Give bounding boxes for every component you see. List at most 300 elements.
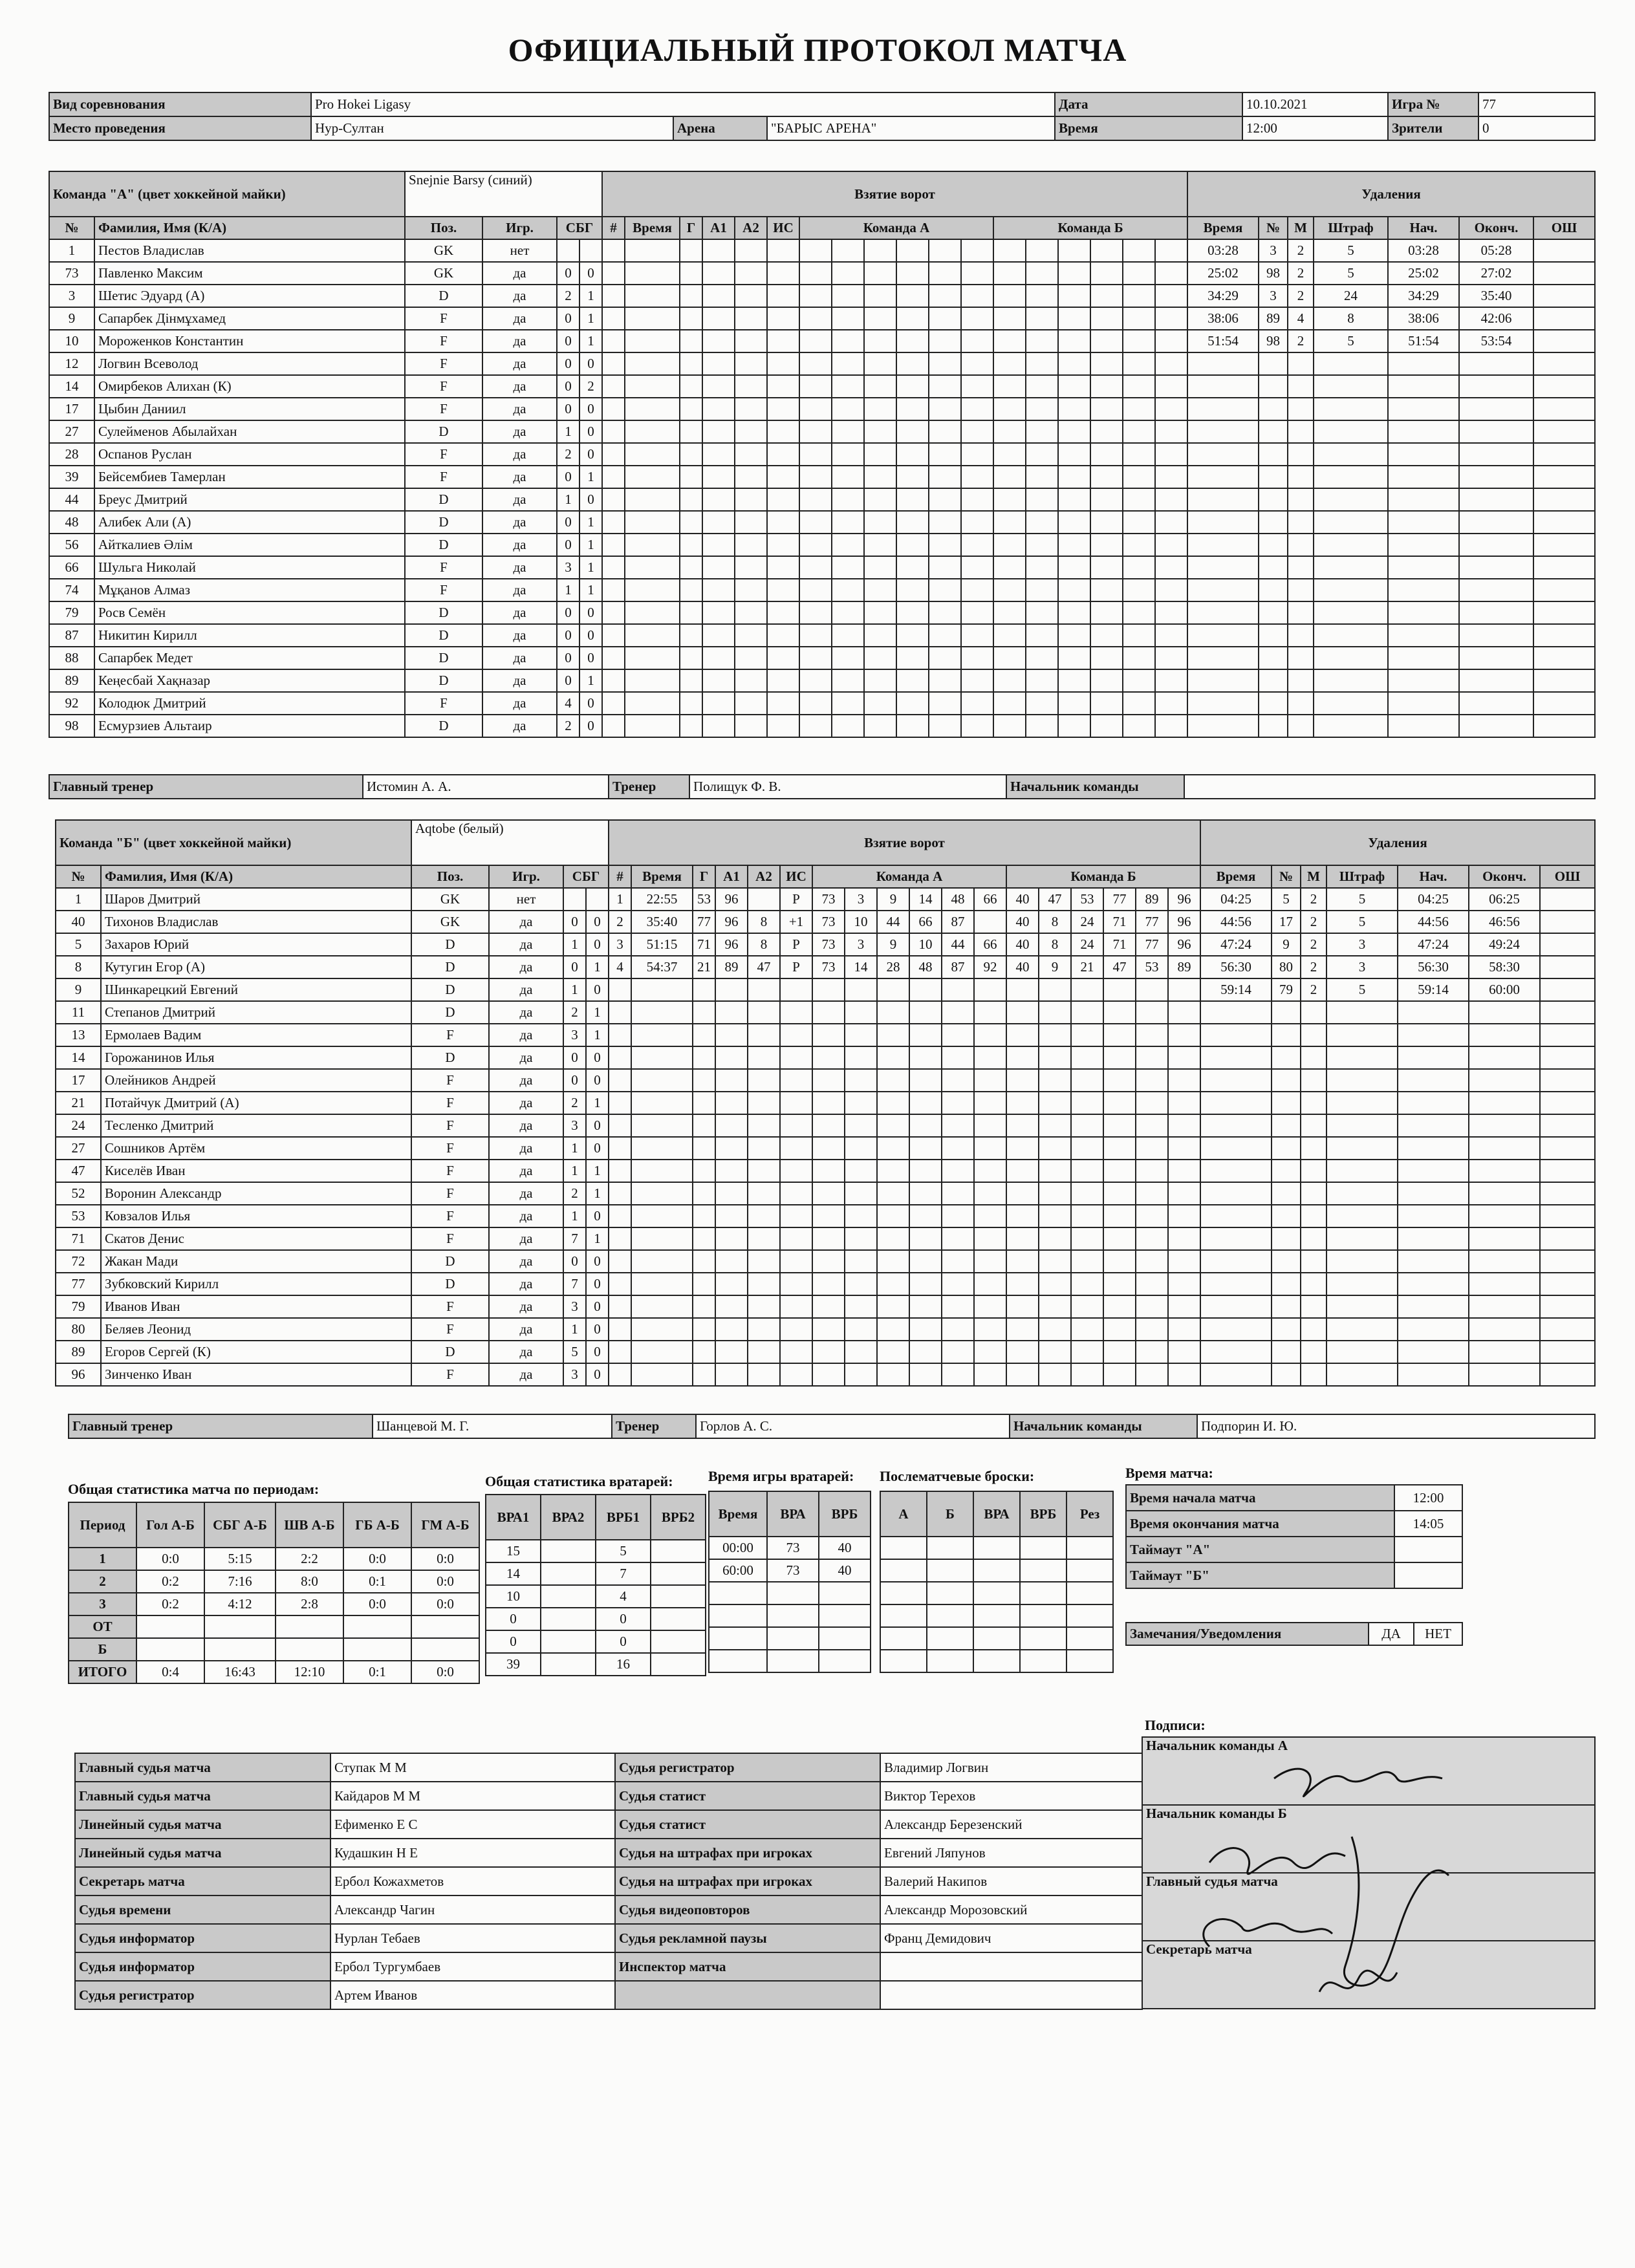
penalty-row <box>1200 1024 1595 1046</box>
stat-cell: 5 <box>596 1540 651 1562</box>
goal-row-cell <box>625 352 680 375</box>
player-number: 80 <box>56 1318 101 1341</box>
player-name: Тихонов Владислав <box>101 911 411 933</box>
goal-row-cell <box>680 579 702 601</box>
goal-row-cell <box>1039 1137 1071 1160</box>
player-sog-2: 0 <box>579 601 602 624</box>
player-position: F <box>405 330 482 352</box>
goal-row-cell <box>1136 1046 1168 1069</box>
stat-cell: 4:12 <box>204 1593 276 1615</box>
player-position: D <box>405 420 482 443</box>
pcol-end: Оконч. <box>1459 217 1533 239</box>
goal-row-cell <box>735 488 767 511</box>
goal-row-cell <box>748 1092 780 1114</box>
goal-row-cell <box>993 692 1026 715</box>
goal-row-cell <box>631 1001 693 1024</box>
goal-row-cell <box>812 1114 845 1137</box>
stat-cell: 5:15 <box>204 1548 276 1570</box>
goal-row-cell <box>812 978 845 1001</box>
goal-row-cell <box>864 692 896 715</box>
col-played: Игр. <box>489 865 563 888</box>
goal-row-cell <box>631 1273 693 1295</box>
penalty-row-cell <box>1259 352 1288 375</box>
penalty-row-cell <box>1459 466 1533 488</box>
goal-row-cell <box>961 375 993 398</box>
goal-row-cell <box>1155 307 1187 330</box>
penalty-row-cell <box>1469 1092 1540 1114</box>
goal-row-cell <box>993 715 1026 737</box>
goal-row-cell <box>909 1250 942 1273</box>
player-position: D <box>411 978 489 1001</box>
goal-row-cell <box>993 307 1026 330</box>
goal-row-cell <box>812 1092 845 1114</box>
goal-row-cell <box>735 556 767 579</box>
player-name: Кеңесбай Хақназар <box>94 669 405 692</box>
official-role <box>615 1981 880 2009</box>
goal-row-cell <box>1026 420 1058 443</box>
goal-row-cell <box>780 1273 812 1295</box>
goal-row-cell <box>1136 1092 1168 1114</box>
goal-row-cell <box>929 262 961 285</box>
goal-row-cell <box>702 488 735 511</box>
goal-row-cell <box>715 1273 748 1295</box>
remarks-yes: ДА <box>1369 1623 1414 1645</box>
penalty-row-cell: 17 <box>1272 911 1301 933</box>
goal-row-cell <box>961 624 993 647</box>
goal-row-cell: 87 <box>942 956 974 978</box>
goal-row-cell <box>942 1205 974 1227</box>
goal-row <box>602 624 1187 647</box>
goal-row-cell <box>680 307 702 330</box>
penalty-row-cell <box>1301 1205 1326 1227</box>
goal-row-cell <box>1103 1341 1136 1363</box>
head-coach-a-label: Главный тренер <box>49 775 363 799</box>
player-position: D <box>411 1250 489 1273</box>
goal-row-cell <box>896 601 929 624</box>
goal-row-cell <box>864 624 896 647</box>
goal-row-cell <box>609 1046 631 1069</box>
goal-row-cell <box>702 556 735 579</box>
player-sog-2: 1 <box>579 579 602 601</box>
stat-cell: 0:1 <box>343 1570 411 1593</box>
goal-row-cell <box>625 556 680 579</box>
player-sog-1: 0 <box>557 330 579 352</box>
penalty-row-cell: 5 <box>1326 911 1398 933</box>
goal-row-cell <box>1071 1092 1103 1114</box>
goal-row-cell <box>1103 978 1136 1001</box>
goal-row-cell <box>735 330 767 352</box>
player-number: 1 <box>56 888 101 911</box>
goal-row-cell <box>602 601 625 624</box>
player-sog-1: 2 <box>563 1092 586 1114</box>
penalty-row <box>1187 647 1595 669</box>
player-sog-2: 0 <box>586 978 609 1001</box>
player-number: 72 <box>56 1250 101 1273</box>
goal-row-cell <box>748 978 780 1001</box>
goal-row-cell <box>1039 1341 1071 1363</box>
penalty-row-cell: 44:56 <box>1200 911 1272 933</box>
goal-row-cell <box>896 647 929 669</box>
goal-row-cell: 77 <box>1103 888 1136 911</box>
goal-row-cell <box>702 579 735 601</box>
goal-row-cell <box>680 239 702 262</box>
goal-row-cell <box>1071 1295 1103 1318</box>
goal-row-cell <box>832 579 864 601</box>
goal-row-cell <box>1155 443 1187 466</box>
official-role: Судья времени <box>75 1895 330 1924</box>
penalty-row-cell <box>1459 556 1533 579</box>
official-name: Александр Морозовский <box>880 1895 1142 1924</box>
player-played: да <box>482 375 557 398</box>
goal-row-cell <box>767 715 799 737</box>
penalty-row-cell <box>1187 692 1259 715</box>
penalty-row-cell <box>1314 352 1388 375</box>
stat-cell <box>541 1653 596 1676</box>
goal-row-cell <box>748 1273 780 1295</box>
gcol-is: ИС <box>780 865 812 888</box>
penalty-row-cell <box>1272 1160 1301 1182</box>
player-position: D <box>411 1001 489 1024</box>
stat-row <box>69 1638 479 1661</box>
stat-cell <box>927 1582 973 1604</box>
player-position: GK <box>411 911 489 933</box>
player-sog-2: 1 <box>586 1001 609 1024</box>
goal-row-cell <box>702 398 735 420</box>
penalty-row <box>1200 1227 1595 1250</box>
penalty-row-cell: 2 <box>1301 911 1326 933</box>
goal-row <box>602 715 1187 737</box>
penalty-row-cell <box>1288 511 1314 534</box>
goal-row-cell <box>909 1160 942 1182</box>
gcol-g: Г <box>680 217 702 239</box>
goal-row <box>609 956 1200 978</box>
player-sog-1: 1 <box>563 1318 586 1341</box>
goal-row-cell <box>929 420 961 443</box>
penalty-row-cell: 46:56 <box>1469 911 1540 933</box>
goal-row-cell <box>1006 1363 1039 1386</box>
penalty-row-cell <box>1469 1182 1540 1205</box>
goal-row-cell <box>1090 285 1123 307</box>
goal-row-cell <box>1026 692 1058 715</box>
penalty-row-cell <box>1469 1114 1540 1137</box>
goal-row-cell <box>845 1182 877 1205</box>
official-name: Кудашкин Н Е <box>330 1839 615 1867</box>
penalty-row-cell <box>1301 1046 1326 1069</box>
goal-row-cell <box>1090 330 1123 352</box>
goal-row-cell <box>929 624 961 647</box>
penalty-row-cell: 98 <box>1259 330 1288 352</box>
goal-row-cell <box>961 488 993 511</box>
goal-row-cell <box>1071 1024 1103 1046</box>
goal-row-cell <box>909 1182 942 1205</box>
goal-row-cell <box>993 669 1026 692</box>
goal-row-cell <box>1123 669 1155 692</box>
match-time-heading: Время матча: <box>1125 1465 1213 1481</box>
goal-row <box>609 1250 1200 1273</box>
goal-row-cell <box>767 239 799 262</box>
penalty-row-cell: 04:25 <box>1398 888 1469 911</box>
gcol-team-b: Команда Б <box>993 217 1187 239</box>
goal-row-cell <box>1123 488 1155 511</box>
stat-header: ВРА <box>767 1491 819 1537</box>
goal-row-cell <box>1090 511 1123 534</box>
penalty-row-cell <box>1326 1227 1398 1250</box>
match-time-row <box>1126 1511 1462 1537</box>
stat-row <box>486 1540 706 1562</box>
official-name: Александр Чагин <box>330 1895 615 1924</box>
penalty-row-cell <box>1540 1341 1595 1363</box>
player-played: да <box>482 624 557 647</box>
player-row <box>56 1363 609 1386</box>
goal-row-cell <box>767 624 799 647</box>
match-time-value <box>1394 1537 1462 1562</box>
goal-row-cell <box>625 330 680 352</box>
penalty-row <box>1200 1137 1595 1160</box>
goal-row-cell <box>715 1295 748 1318</box>
player-position: D <box>405 511 482 534</box>
goal-row-cell <box>832 375 864 398</box>
goal-row-cell <box>929 285 961 307</box>
penalty-row-cell <box>1288 624 1314 647</box>
goal-row-cell <box>961 330 993 352</box>
goal-row-cell <box>993 647 1026 669</box>
penalty-row-cell <box>1540 1363 1595 1386</box>
goal-row-cell <box>680 534 702 556</box>
player-sog-2: 1 <box>586 1227 609 1250</box>
penalty-row-cell <box>1187 601 1259 624</box>
player-row <box>56 1182 609 1205</box>
penalty-row-cell <box>1272 1363 1301 1386</box>
gcol-num: # <box>602 217 625 239</box>
goal-row-cell <box>680 511 702 534</box>
penalty-row <box>1187 624 1595 647</box>
goal-row-cell <box>812 1318 845 1341</box>
goal-row-cell <box>702 239 735 262</box>
goal-row <box>609 1273 1200 1295</box>
goal-row-cell: 8 <box>1039 911 1071 933</box>
head-coach-b-label: Главный тренер <box>69 1414 373 1438</box>
penalty-row-cell: 79 <box>1272 978 1301 1001</box>
goal-row-cell <box>961 715 993 737</box>
goal-row-cell <box>942 1160 974 1182</box>
penalty-row-cell <box>1301 1114 1326 1137</box>
player-sog-1: 3 <box>563 1114 586 1137</box>
goal-row-cell <box>625 420 680 443</box>
goal-row-cell <box>602 352 625 375</box>
team-a-penalties-title: Удаления <box>1187 171 1595 217</box>
penalty-row-cell: 25:02 <box>1388 262 1459 285</box>
stat-row <box>709 1627 871 1650</box>
goal-row-cell: 44 <box>942 933 974 956</box>
penalty-row-cell <box>1540 911 1595 933</box>
goal-row-cell <box>993 398 1026 420</box>
penalty-row-cell: 5 <box>1272 888 1301 911</box>
player-row <box>49 647 602 669</box>
goal-row-cell <box>767 534 799 556</box>
goal-row-cell <box>1090 443 1123 466</box>
goal-row-cell <box>1155 330 1187 352</box>
goal-row-cell <box>625 443 680 466</box>
goal-row-cell <box>877 1160 909 1182</box>
player-row <box>49 375 602 398</box>
penalty-row-cell <box>1326 1137 1398 1160</box>
player-number: 5 <box>56 933 101 956</box>
goal-row-cell: 73 <box>812 933 845 956</box>
player-row <box>56 1341 609 1363</box>
player-sog-2: 0 <box>579 420 602 443</box>
goal-row-cell <box>1071 1001 1103 1024</box>
goal-row-cell <box>767 556 799 579</box>
stat-header: ВРА <box>973 1491 1020 1537</box>
penalty-row <box>1200 911 1595 933</box>
stat-cell: 0:0 <box>343 1548 411 1570</box>
goal-row-cell <box>693 1295 715 1318</box>
goal-row-cell <box>942 1046 974 1069</box>
official-name: Александр Березенский <box>880 1810 1142 1839</box>
goal-row-cell <box>896 669 929 692</box>
penalty-row-cell <box>1540 1295 1595 1318</box>
stat-row <box>880 1604 1113 1627</box>
goal-row-cell <box>993 488 1026 511</box>
goal-row-cell <box>767 669 799 692</box>
player-row <box>49 624 602 647</box>
goal-row-cell <box>1058 488 1090 511</box>
player-sog-1: 7 <box>563 1227 586 1250</box>
stat-cell <box>880 1537 927 1559</box>
goal-row-cell <box>799 285 832 307</box>
goal-row-cell <box>602 398 625 420</box>
col-position: Поз. <box>405 217 482 239</box>
penalty-row-cell: 5 <box>1326 978 1398 1001</box>
goal-row-cell <box>609 978 631 1001</box>
penalty-row <box>1187 398 1595 420</box>
goal-row-cell <box>832 420 864 443</box>
penalty-row-cell <box>1398 1295 1469 1318</box>
goal-row-cell <box>1071 1318 1103 1341</box>
player-name: Шинкарецкий Евгений <box>101 978 411 1001</box>
goal-row-cell <box>631 1069 693 1092</box>
goal-row-cell <box>702 375 735 398</box>
stat-row <box>709 1604 871 1627</box>
penalty-row-cell <box>1301 1227 1326 1250</box>
goal-row-cell <box>929 579 961 601</box>
penalty-row-cell: 27:02 <box>1459 262 1533 285</box>
goal-row-cell <box>832 285 864 307</box>
stat-cell: 2:2 <box>276 1548 343 1570</box>
penalty-row-cell: 42:06 <box>1459 307 1533 330</box>
goal-row-cell <box>1026 466 1058 488</box>
goal-row-cell: 8 <box>748 911 780 933</box>
player-row <box>49 285 602 307</box>
player-name: Сапарбек Дінмұхамед <box>94 307 405 330</box>
goal-row-cell: 9 <box>1039 956 1071 978</box>
team-b-label: Команда "Б" (цвет хоккейной майки) <box>56 820 411 865</box>
player-row <box>49 443 602 466</box>
player-row <box>56 911 609 933</box>
penalty-row-cell <box>1314 556 1388 579</box>
goal-row-cell <box>1123 715 1155 737</box>
goal-row-cell <box>1168 1205 1200 1227</box>
goal-row-cell <box>974 1160 1006 1182</box>
gcol-is: ИС <box>767 217 799 239</box>
goal-row-cell <box>625 398 680 420</box>
penalty-row-cell <box>1187 398 1259 420</box>
penalty-row-cell <box>1326 1250 1398 1273</box>
goal-row-cell <box>780 1363 812 1386</box>
penalty-row-cell <box>1259 534 1288 556</box>
player-name: Кутугин Егор (А) <box>101 956 411 978</box>
goal-row-cell <box>631 978 693 1001</box>
player-played: да <box>482 692 557 715</box>
goal-row-cell: Р <box>780 933 812 956</box>
pcol-m: М <box>1301 865 1326 888</box>
goal-row-cell: 2 <box>609 911 631 933</box>
goal-row <box>602 556 1187 579</box>
penalty-row-cell <box>1187 579 1259 601</box>
goal-row-cell <box>864 330 896 352</box>
col-position: Поз. <box>411 865 489 888</box>
player-position: F <box>405 307 482 330</box>
player-played: да <box>489 1092 563 1114</box>
penalty-row-cell <box>1288 534 1314 556</box>
player-position: GK <box>405 239 482 262</box>
official-name <box>880 1952 1142 1981</box>
player-position: F <box>411 1092 489 1114</box>
goal-row-cell <box>1026 556 1058 579</box>
signature-label: Секретарь матча <box>1142 1941 1595 2009</box>
player-sog-2: 0 <box>586 1114 609 1137</box>
goal-row <box>609 1137 1200 1160</box>
player-sog-1: 0 <box>557 398 579 420</box>
stat-header: А <box>880 1491 927 1537</box>
team-b-penalties-title: Удаления <box>1200 820 1595 865</box>
goal-row-cell <box>896 466 929 488</box>
goal-row-cell <box>1026 239 1058 262</box>
period-stats-heading: Общая статистика матча по периодам: <box>68 1481 319 1497</box>
goal-row-cell <box>767 375 799 398</box>
goal-row-cell <box>767 647 799 669</box>
penalty-row-cell <box>1388 534 1459 556</box>
game-number-label: Игра № <box>1388 92 1478 116</box>
goal-row-cell <box>735 398 767 420</box>
goal-row-cell <box>735 375 767 398</box>
goal-row-cell <box>929 443 961 466</box>
goal-row-cell <box>877 1114 909 1137</box>
goal-row-cell: 22:55 <box>631 888 693 911</box>
goal-row-cell <box>1090 715 1123 737</box>
stat-header: ШВ А-Б <box>276 1502 343 1548</box>
goal-row-cell <box>974 1069 1006 1092</box>
stat-row <box>69 1593 479 1615</box>
player-played: да <box>482 262 557 285</box>
player-sog-2: 1 <box>586 1092 609 1114</box>
penalty-row-cell <box>1301 1137 1326 1160</box>
official-row <box>75 1753 1142 1782</box>
penalty-row <box>1187 239 1595 262</box>
penalty-row-cell <box>1314 715 1388 737</box>
player-number: 98 <box>49 715 94 737</box>
goal-row-cell <box>864 420 896 443</box>
goal-row-cell <box>780 1001 812 1024</box>
stat-cell: 16:43 <box>204 1661 276 1683</box>
goal-row <box>602 669 1187 692</box>
official-name: Франц Демидович <box>880 1924 1142 1952</box>
player-sog-2: 0 <box>586 1341 609 1363</box>
goal-row-cell <box>832 534 864 556</box>
goal-row-cell <box>1155 669 1187 692</box>
official-role: Судья информатор <box>75 1924 330 1952</box>
pcol-end: Оконч. <box>1469 865 1540 888</box>
